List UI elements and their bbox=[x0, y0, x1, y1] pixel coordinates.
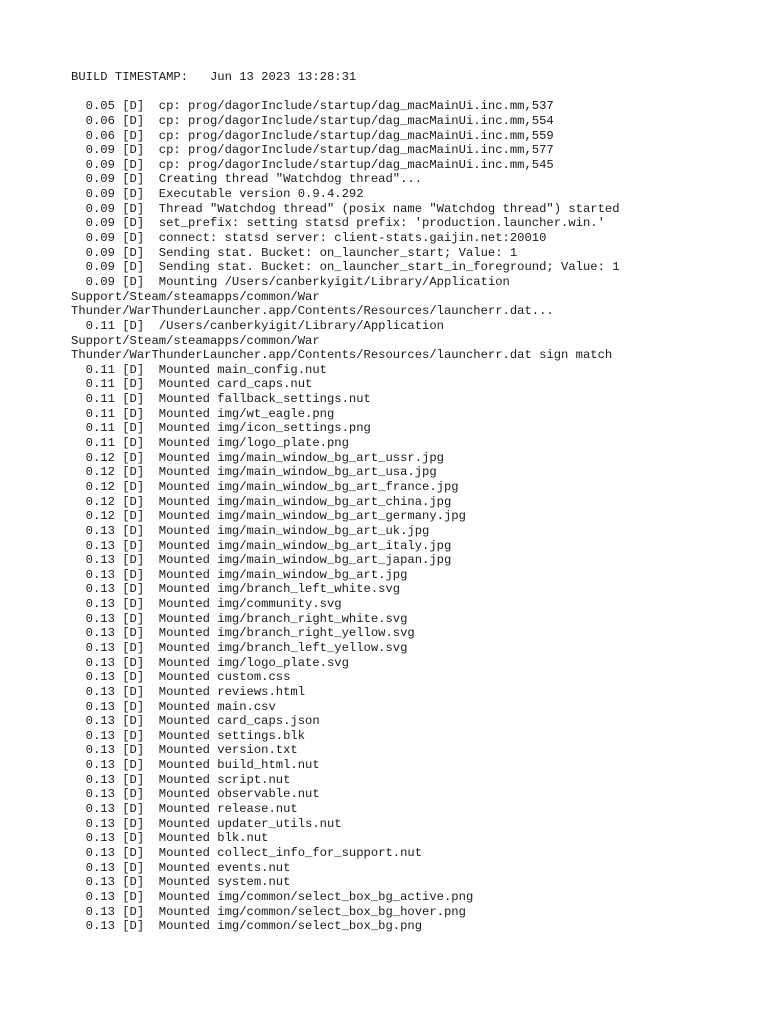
log-line: 0.09 [D] connect: statsd server: client-stats.gaijin.net:20010 bbox=[71, 231, 547, 246]
log-line: 0.13 [D] Mounted reviews.html bbox=[71, 684, 306, 699]
log-line: Support/Steam/steamapps/common/War bbox=[71, 289, 320, 304]
log-line: 0.09 [D] set_prefix: setting statsd prefix: 'production.launcher.win.' bbox=[71, 216, 605, 231]
log-line: 0.05 [D] cp: prog/dagorInclude/startup/dag_macMainUi.inc.mm,537 bbox=[71, 99, 554, 114]
log-line: 0.13 [D] Mounted img/common/select_box_bg_hover.png bbox=[71, 904, 466, 919]
log-line: 0.13 [D] Mounted img/logo_plate.svg bbox=[71, 655, 349, 670]
log-line: 0.12 [D] Mounted img/main_window_bg_art_france.jpg bbox=[71, 479, 459, 494]
log-line: 0.09 [D] Executable version 0.9.4.292 bbox=[71, 187, 364, 202]
log-line: 0.13 [D] Mounted version.txt bbox=[71, 743, 298, 758]
log-line: 0.06 [D] cp: prog/dagorInclude/startup/dag_macMainUi.inc.mm,554 bbox=[71, 113, 554, 128]
log-line: 0.11 [D] /Users/canberkyigit/Library/Application bbox=[71, 318, 444, 333]
log-line: 0.13 [D] Mounted script.nut bbox=[71, 772, 291, 787]
log-line: 0.09 [D] Sending stat. Bucket: on_launcher_start_in_foreground; Value: 1 bbox=[71, 260, 620, 275]
log-document bbox=[71, 70, 751, 934]
log-line: 0.11 [D] Mounted img/icon_settings.png bbox=[71, 421, 371, 436]
log-line: 0.13 [D] Mounted img/common/select_box_bg.png bbox=[71, 919, 423, 934]
log-line: 0.13 [D] Mounted events.nut bbox=[71, 860, 291, 875]
log-line: 0.09 [D] Thread "Watchdog thread" (posix name "Watchdog thread") started bbox=[71, 201, 620, 216]
log-line: 0.13 [D] Mounted img/branch_left_yellow.svg bbox=[71, 640, 408, 655]
log-line: 0.12 [D] Mounted img/main_window_bg_art_china.jpg bbox=[71, 494, 452, 509]
log-line: 0.09 [D] cp: prog/dagorInclude/startup/dag_macMainUi.inc.mm,577 bbox=[71, 143, 554, 158]
log-line: 0.13 [D] Mounted updater_utils.nut bbox=[71, 816, 342, 831]
log-line: 0.13 [D] Mounted release.nut bbox=[71, 802, 298, 817]
log-line: 0.13 [D] Mounted blk.nut bbox=[71, 831, 269, 846]
log-line: 0.13 [D] Mounted collect_info_for_support.nut bbox=[71, 845, 423, 860]
log-line: Support/Steam/steamapps/common/War bbox=[71, 333, 320, 348]
log-line: 0.13 [D] Mounted img/community.svg bbox=[71, 597, 342, 612]
log-line: 0.09 [D] Creating thread "Watchdog thread"... bbox=[71, 172, 423, 187]
log-line: 0.09 [D] Sending stat. Bucket: on_launcher_start; Value: 1 bbox=[71, 245, 518, 260]
log-line: 0.09 [D] cp: prog/dagorInclude/startup/dag_macMainUi.inc.mm,545 bbox=[71, 157, 554, 172]
log-line: 0.13 [D] Mounted img/branch_left_white.svg bbox=[71, 582, 401, 597]
log-line: 0.06 [D] cp: prog/dagorInclude/startup/dag_macMainUi.inc.mm,559 bbox=[71, 128, 554, 143]
log-line: 0.11 [D] Mounted main_config.nut bbox=[71, 362, 327, 377]
log-line: 0.12 [D] Mounted img/main_window_bg_art_germany.jpg bbox=[71, 509, 466, 524]
log-line: 0.13 [D] Mounted img/main_window_bg_art.jpg bbox=[71, 567, 408, 582]
log-line: 0.13 [D] Mounted main.csv bbox=[71, 699, 276, 714]
log-line: Thunder/WarThunderLauncher.app/Contents/Resources/launcherr.dat sign match bbox=[71, 348, 613, 363]
log-line: 0.13 [D] Mounted img/branch_right_white.svg bbox=[71, 611, 408, 626]
log-line: 0.13 [D] Mounted img/branch_right_yellow.svg bbox=[71, 626, 415, 641]
blank-line bbox=[71, 85, 751, 100]
log-body bbox=[71, 99, 751, 934]
log-line: 0.13 [D] Mounted build_html.nut bbox=[71, 758, 320, 773]
log-line: 0.13 [D] Mounted observable.nut bbox=[71, 787, 320, 802]
log-line: 0.13 [D] Mounted img/main_window_bg_art_uk.jpg bbox=[71, 523, 430, 538]
log-line: Thunder/WarThunderLauncher.app/Contents/Resources/launcherr.dat... bbox=[71, 304, 554, 319]
build-timestamp: BUILD TIMESTAMP: Jun 13 2023 13:28:31 bbox=[71, 70, 357, 84]
log-line: 0.11 [D] Mounted card_caps.nut bbox=[71, 377, 313, 392]
log-line: 0.11 [D] Mounted img/wt_eagle.png bbox=[71, 406, 335, 421]
log-line: 0.13 [D] Mounted card_caps.json bbox=[71, 714, 320, 729]
log-line: 0.11 [D] Mounted fallback_settings.nut bbox=[71, 392, 371, 407]
log-line: 0.13 [D] Mounted img/main_window_bg_art_japan.jpg bbox=[71, 553, 452, 568]
log-line: 0.12 [D] Mounted img/main_window_bg_art_ussr.jpg bbox=[71, 450, 444, 465]
log-line: 0.13 [D] Mounted settings.blk bbox=[71, 728, 306, 743]
log-line: 0.13 [D] Mounted custom.css bbox=[71, 670, 291, 685]
log-line: 0.12 [D] Mounted img/main_window_bg_art_usa.jpg bbox=[71, 465, 437, 480]
log-line: 0.13 [D] Mounted img/common/select_box_bg_active.png bbox=[71, 889, 474, 904]
log-line: 0.09 [D] Mounting /Users/canberkyigit/Library/Application bbox=[71, 274, 510, 289]
log-line: 0.13 [D] Mounted img/main_window_bg_art_italy.jpg bbox=[71, 538, 452, 553]
log-line: 0.11 [D] Mounted img/logo_plate.png bbox=[71, 436, 349, 451]
log-line: 0.13 [D] Mounted system.nut bbox=[71, 875, 291, 890]
